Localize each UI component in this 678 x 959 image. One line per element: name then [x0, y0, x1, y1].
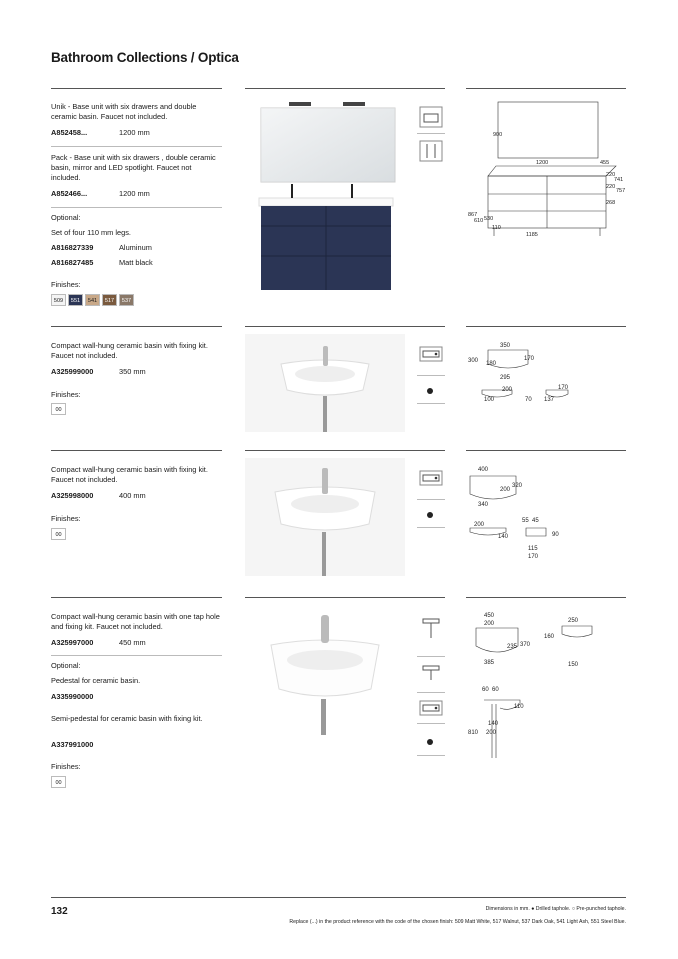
product-code: A852458... [51, 128, 88, 137]
product-photo-basin-450 [245, 605, 405, 735]
accessory-code: A816827485 [51, 258, 94, 267]
dim-label: 1185 [526, 232, 538, 238]
finish-swatches [51, 403, 66, 415]
product-size: 400 mm [119, 491, 146, 500]
product-code: A325998000 [51, 491, 94, 500]
finish-swatch-537: 537 [119, 294, 134, 306]
finishes-label: Finishes: [51, 762, 81, 771]
finishes-label: Finishes: [51, 514, 81, 523]
dim-label: 220 [606, 184, 616, 190]
optional-description: Semi-pedestal for ceramic basin with fixing kit. [51, 714, 203, 723]
product-code-row [51, 491, 146, 501]
product-description: Unik - Base unit with six drawers and double ceramic basin. Faucet not included. [51, 102, 197, 121]
dim-label: 170 [524, 356, 535, 362]
accessory-code: A337991000 [51, 740, 94, 749]
divider [417, 723, 445, 724]
dim-label: 295 [500, 375, 511, 381]
divider [417, 499, 445, 500]
footer-rule [51, 897, 626, 898]
product-description: Pack - Base unit with six drawers , double ceramic basin, mirror and LED spotlight. Faucet not included. [51, 153, 216, 182]
section-rule [466, 326, 626, 327]
section-rule [466, 88, 626, 89]
dim-label: 250 [568, 618, 579, 624]
product-description: Compact wall-hung ceramic basin with fixing kit. Faucet not included. [51, 341, 208, 360]
dim-label: 370 [520, 642, 531, 648]
pedestal-icon [417, 615, 445, 641]
divider [417, 403, 445, 404]
divider [417, 755, 445, 756]
footer-legend: Dimensions in mm. ● Drilled taphole. ○ Pre-punched taphole. [485, 906, 626, 912]
section-rule [245, 597, 445, 598]
dim-label: 741 [614, 177, 624, 183]
product-size: 1200 mm [119, 189, 150, 198]
dim-label: 200 [502, 387, 513, 393]
accessory-name: Matt black [119, 258, 153, 267]
accessory-code: A335990000 [51, 692, 94, 701]
dim-label: 140 [488, 721, 499, 727]
dim-label: 170 [528, 554, 539, 560]
drilled-taphole-icon [425, 383, 435, 393]
product-code: A325997000 [51, 638, 94, 647]
product-size: 450 mm [119, 638, 146, 647]
accessory-code: A816827339 [51, 243, 94, 252]
section-rule [51, 88, 222, 89]
dim-label: 220 [606, 172, 616, 178]
finish-swatch-509: 509 [51, 294, 66, 306]
technical-drawing-vanity [466, 96, 626, 246]
dim-label: 110 [514, 704, 524, 710]
section-rule [245, 326, 445, 327]
divider [51, 207, 222, 208]
dim-label: 867 [468, 212, 478, 218]
product-code: A325999000 [51, 367, 94, 376]
section-rule [245, 450, 445, 451]
dim-label: 200 [486, 730, 497, 736]
product-code-row [51, 189, 150, 199]
page-number: 132 [51, 906, 68, 917]
optional-label: Optional: [51, 213, 81, 222]
dim-label: 300 [468, 358, 479, 364]
technical-drawing-basin-350 [466, 338, 626, 410]
finish-swatch-00: 00 [51, 528, 66, 540]
divider [417, 375, 445, 376]
optional-description: Pedestal for ceramic basin. [51, 676, 141, 685]
finishes-label: Finishes: [51, 390, 81, 399]
dim-label: 45 [532, 518, 539, 524]
accessory-row [51, 258, 153, 268]
wall-hung-basin-icon [417, 698, 445, 724]
finish-swatch-00: 00 [51, 403, 66, 415]
product-photo-vanity [245, 96, 407, 316]
product-description: Compact wall-hung ceramic basin with fixing kit. Faucet not included. [51, 465, 208, 484]
drilled-taphole-icon [425, 734, 435, 744]
optional-description: Set of four 110 mm legs. [51, 228, 131, 237]
dim-label: 455 [600, 160, 610, 166]
footer-finish-note: Replace (...) in the product reference with the code of the chosen finish: 509 Matt White, 517 Walnut, 537 Dark Oak, 541 Light Ash, 551 Steel Blue. [289, 919, 626, 925]
finish-swatches [51, 776, 66, 788]
dim-label: 530 [484, 216, 494, 222]
dim-label: 200 [474, 522, 485, 528]
product-description: Compact wall-hung ceramic basin with one tap hole and fixing kit. Faucet not included. [51, 612, 220, 631]
dim-label: 350 [500, 343, 511, 349]
dim-label: 900 [493, 132, 503, 138]
dim-label: 170 [558, 385, 569, 391]
section-rule [245, 88, 445, 89]
accessory-row [51, 243, 152, 253]
divider [51, 655, 222, 656]
dim-label: 70 [525, 397, 532, 403]
section-rule [466, 450, 626, 451]
finish-swatch-00: 00 [51, 776, 66, 788]
technical-drawing-basin-450 [466, 608, 626, 768]
dim-label: 150 [568, 662, 579, 668]
dim-label: 268 [606, 200, 616, 206]
dim-label: 385 [484, 660, 495, 666]
section-rule [51, 326, 222, 327]
finishes-label: Finishes: [51, 280, 81, 289]
product-size: 350 mm [119, 367, 146, 376]
dim-label: 200 [500, 487, 511, 493]
divider [417, 133, 445, 134]
wall-hung-basin-icon [417, 468, 445, 494]
divider [417, 656, 445, 657]
section-rule [51, 597, 222, 598]
dim-label: 60 [482, 687, 489, 693]
finish-swatch-517: 517 [102, 294, 117, 306]
accessory-name: Aluminum [119, 243, 152, 252]
product-size: 1200 mm [119, 128, 150, 137]
product-code: A852466... [51, 189, 88, 198]
product-code-row [51, 128, 150, 138]
finish-swatch-551: 551 [68, 294, 83, 306]
dim-label: 400 [478, 467, 489, 473]
legs-icon [417, 138, 445, 164]
dim-label: 160 [544, 634, 555, 640]
page-title: Bathroom Collections / Optica [51, 50, 239, 65]
product-code-row [51, 638, 146, 648]
dim-label: 450 [484, 613, 495, 619]
dim-label: 60 [492, 687, 499, 693]
divider [51, 146, 222, 147]
semi-pedestal-icon [417, 662, 445, 688]
product-photo-basin-400 [245, 458, 405, 576]
dim-label: 235 [507, 644, 518, 650]
divider [417, 527, 445, 528]
drilled-taphole-icon [425, 507, 435, 517]
optional-label: Optional: [51, 661, 81, 670]
product-code-row [51, 367, 146, 377]
dim-label: 200 [484, 621, 495, 627]
dim-label: 55 [522, 518, 529, 524]
dim-label: 610 [474, 218, 484, 224]
dim-label: 140 [498, 534, 509, 540]
divider [417, 692, 445, 693]
wall-hung-basin-icon [417, 344, 445, 370]
finish-swatches [51, 294, 134, 306]
finish-swatch-541: 541 [85, 294, 100, 306]
dim-label: 180 [486, 361, 497, 367]
dim-label: 320 [512, 483, 523, 489]
dim-label: 810 [468, 730, 479, 736]
dim-label: 90 [552, 532, 559, 538]
dim-label: 137 [544, 397, 555, 403]
dim-label: 115 [528, 546, 538, 552]
dim-label: 110 [492, 225, 501, 231]
dim-label: 340 [478, 502, 489, 508]
dim-label: 757 [616, 188, 626, 194]
dim-label: 1200 [536, 160, 549, 166]
product-photo-basin-350 [245, 334, 405, 432]
dim-label: 100 [484, 397, 495, 403]
mirror-mount-icon [417, 104, 445, 130]
section-rule [466, 597, 626, 598]
section-rule [51, 450, 222, 451]
technical-drawing-basin-400 [466, 462, 626, 562]
finish-swatches [51, 528, 66, 540]
